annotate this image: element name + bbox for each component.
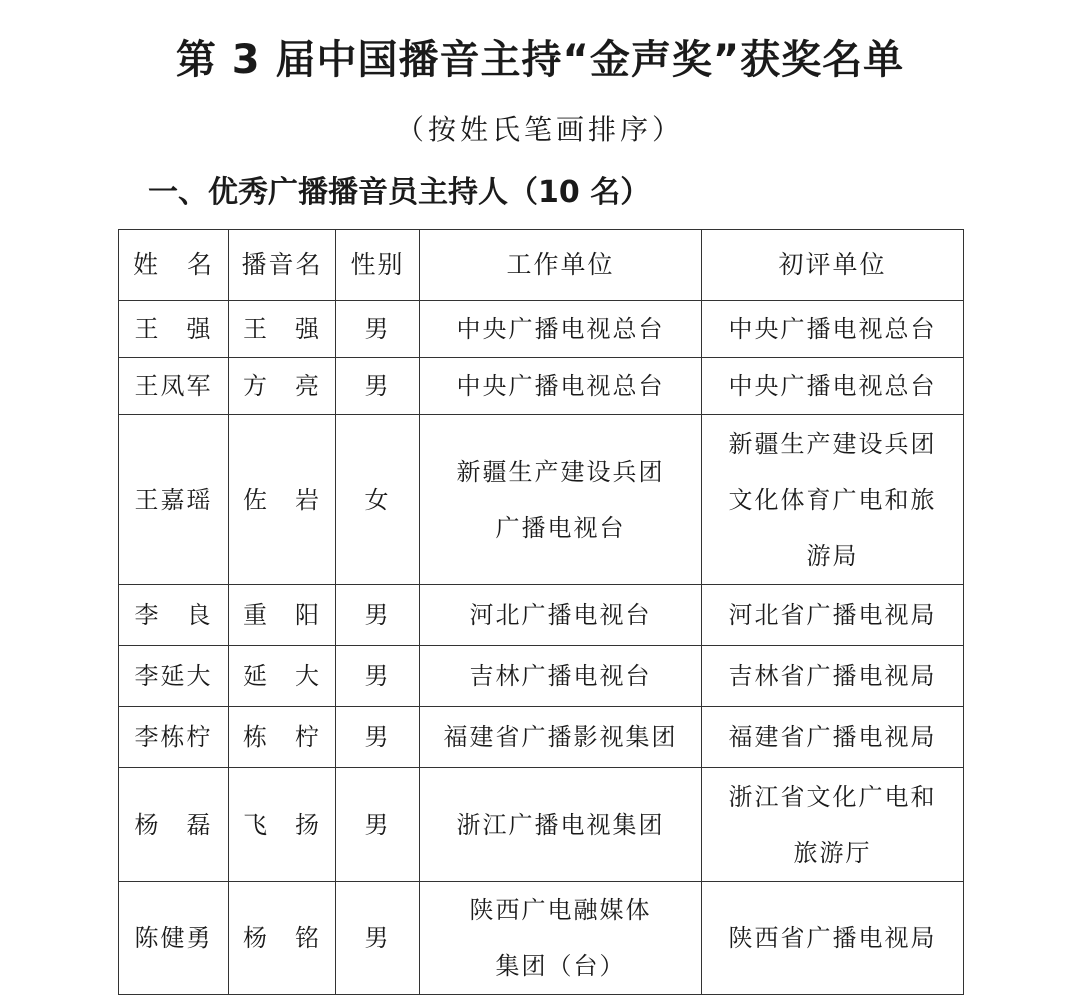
table-row xyxy=(119,415,964,585)
cell-work-unit xyxy=(420,585,702,646)
cell-name: 王 强 xyxy=(119,301,229,358)
table-row xyxy=(119,585,964,646)
cell-name: 李延大 xyxy=(119,646,229,707)
cell-stage-name: 杨 铭 xyxy=(229,882,336,995)
document-subtitle: （按姓氏笔画排序） xyxy=(395,113,684,146)
cell-review-unit-line: 游局 xyxy=(806,541,859,570)
cell-gender: 男 xyxy=(336,646,420,707)
header-gender: 性别 xyxy=(336,230,420,301)
cell-work-unit xyxy=(420,415,702,585)
cell-review-unit-line: 河北省广播电视局 xyxy=(728,601,937,629)
cell-work-unit xyxy=(420,768,702,882)
cell-work-unit-line: 集团（台） xyxy=(495,952,626,980)
cell-stage-name: 延 大 xyxy=(229,646,336,707)
cell-gender: 男 xyxy=(336,882,420,995)
cell-work-unit-line: 广播电视台 xyxy=(495,513,626,542)
table-row xyxy=(119,707,964,768)
cell-stage-name: 佐 岩 xyxy=(229,415,336,585)
cell-review-unit-line: 中央广播电视总台 xyxy=(728,315,937,343)
table-row xyxy=(119,882,964,995)
cell-work-unit-line: 福建省广播影视集团 xyxy=(443,723,678,751)
table-row xyxy=(119,646,964,707)
cell-review-unit xyxy=(702,301,964,358)
table-header-row xyxy=(119,230,964,301)
cell-name: 李栋柠 xyxy=(119,707,229,768)
cell-stage-name: 栋 柠 xyxy=(229,707,336,768)
cell-review-unit xyxy=(702,358,964,415)
cell-review-unit xyxy=(702,646,964,707)
cell-work-unit-line: 新疆生产建设兵团 xyxy=(456,457,665,486)
cell-gender: 男 xyxy=(336,358,420,415)
cell-gender: 男 xyxy=(336,707,420,768)
cell-review-unit xyxy=(702,585,964,646)
cell-name: 李 良 xyxy=(119,585,229,646)
cell-review-unit-line: 陕西省广播电视局 xyxy=(728,924,937,952)
cell-work-unit-line: 浙江广播电视集团 xyxy=(456,810,665,839)
cell-work-unit xyxy=(420,646,702,707)
table-body xyxy=(119,301,964,995)
cell-work-unit xyxy=(420,301,702,358)
cell-gender: 男 xyxy=(336,301,420,358)
cell-review-unit-line: 旅游厅 xyxy=(793,838,872,867)
cell-stage-name: 飞 扬 xyxy=(229,768,336,882)
cell-name: 陈健勇 xyxy=(119,882,229,995)
header-name: 姓 名 xyxy=(119,230,229,301)
award-table xyxy=(118,229,964,995)
document-title: 第 3 届中国播音主持“金声奖”获奖名单 xyxy=(175,37,905,83)
header-work-unit: 工作单位 xyxy=(420,230,702,301)
header-stage-name: 播音名 xyxy=(229,230,336,301)
cell-review-unit xyxy=(702,707,964,768)
cell-review-unit-line: 吉林省广播电视局 xyxy=(728,662,937,690)
cell-work-unit-line: 吉林广播电视台 xyxy=(469,662,652,690)
cell-review-unit-line: 文化体育广电和旅 xyxy=(728,485,937,514)
cell-work-unit xyxy=(420,882,702,995)
cell-stage-name: 方 亮 xyxy=(229,358,336,415)
cell-gender: 男 xyxy=(336,768,420,882)
cell-name: 王嘉瑶 xyxy=(119,415,229,585)
cell-name: 王凤军 xyxy=(119,358,229,415)
cell-review-unit-line: 中央广播电视总台 xyxy=(728,372,937,400)
cell-review-unit-line: 浙江省文化广电和 xyxy=(728,782,937,811)
cell-review-unit-line: 新疆生产建设兵团 xyxy=(728,429,937,458)
cell-work-unit-line: 河北广播电视台 xyxy=(469,601,652,629)
table-header xyxy=(119,230,964,301)
table-row xyxy=(119,768,964,882)
cell-stage-name: 王 强 xyxy=(229,301,336,358)
cell-review-unit xyxy=(702,768,964,882)
header-review-unit: 初评单位 xyxy=(702,230,964,301)
cell-review-unit-line: 福建省广播电视局 xyxy=(728,723,937,751)
cell-work-unit-line: 中央广播电视总台 xyxy=(456,372,665,400)
cell-work-unit-line: 中央广播电视总台 xyxy=(456,315,665,343)
cell-work-unit-line: 陕西广电融媒体 xyxy=(469,896,652,924)
table-row xyxy=(119,358,964,415)
cell-work-unit xyxy=(420,707,702,768)
cell-name: 杨 磊 xyxy=(119,768,229,882)
cell-gender: 女 xyxy=(336,415,420,585)
section-heading: 一、优秀广播播音员主持人（10 名） xyxy=(148,175,651,210)
cell-review-unit xyxy=(702,415,964,585)
cell-gender: 男 xyxy=(336,585,420,646)
cell-review-unit xyxy=(702,882,964,995)
cell-stage-name: 重 阳 xyxy=(229,585,336,646)
table-row xyxy=(119,301,964,358)
cell-work-unit xyxy=(420,358,702,415)
